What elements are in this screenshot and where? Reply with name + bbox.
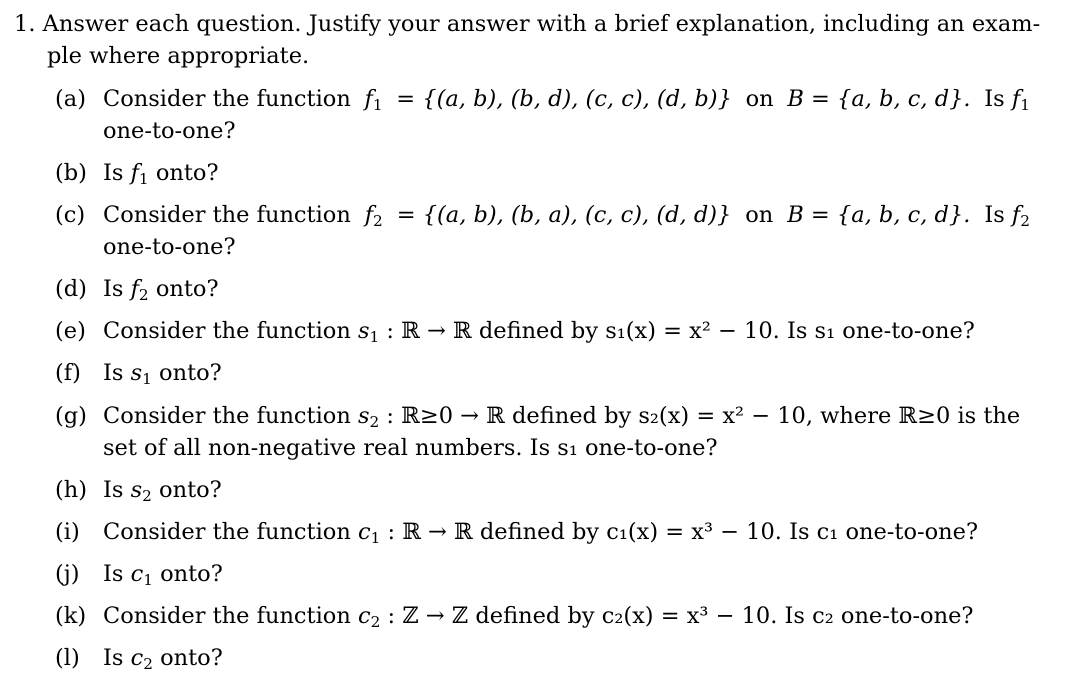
item-label-j: (j) (55, 561, 80, 587)
item-c-line1: Consider the function $f_2$ = {(a, b), (b, a), (c, c), (d, d)} on B = {a, b, c, d}. Is $f_2$ (103, 202, 1030, 230)
item-g-line2: set of all non-negative real numbers. Is s₁ one-to-one? (103, 435, 718, 461)
item-d-text: Is $f_2$ onto? (103, 276, 219, 304)
item-label-e: (e) (55, 318, 86, 344)
item-label-f: (f) (55, 360, 81, 386)
problem-number: 1. (14, 11, 36, 37)
item-b-text: Is $f_1$ onto? (103, 160, 219, 188)
item-label-b: (b) (55, 160, 87, 186)
problem-header (14, 9, 1040, 39)
item-h-text: Is $s_2$ onto? (103, 477, 222, 505)
item-a-line2: one-to-one? (103, 118, 236, 144)
item-l-text: Is $c_2$ onto? (103, 645, 223, 673)
item-label-a: (a) (55, 86, 86, 112)
item-label-d: (d) (55, 276, 87, 302)
item-f-text: Is $s_1$ onto? (103, 360, 222, 388)
item-label-i: (i) (55, 519, 80, 545)
problem-instruction-line1: Answer each question. Justify your answer with a brief explanation, including an exam- (42, 11, 1041, 37)
item-label-l: (l) (55, 645, 80, 671)
item-j-text: Is $c_1$ onto? (103, 561, 223, 589)
item-k-text: Consider the function $c_2$ : ℤ → ℤ defined by c₂(x) = x³ − 10. Is c₂ one-to-one? (103, 603, 974, 631)
problem-instruction-line2: ple where appropriate. (47, 43, 310, 69)
item-label-k: (k) (55, 603, 87, 629)
item-e-text: Consider the function $s_1$ : ℝ → ℝ defined by s₁(x) = x² − 10. Is s₁ one-to-one? (103, 318, 975, 346)
item-c-line2: one-to-one? (103, 234, 236, 260)
item-label-h: (h) (55, 477, 88, 503)
item-a-line1: Consider the function $f_1$ = {(a, b), (b, d), (c, c), (d, b)} on B = {a, b, c, d}. Is $f_1$ (103, 86, 1030, 114)
item-label-g: (g) (55, 403, 87, 429)
item-label-c: (c) (55, 202, 86, 228)
item-i-text: Consider the function $c_1$ : ℝ → ℝ defined by c₁(x) = x³ − 10. Is c₁ one-to-one? (103, 519, 979, 547)
item-g-line1: Consider the function $s_2$ : ℝ≥0 → ℝ defined by s₂(x) = x² − 10, where ℝ≥0 is the (103, 403, 1021, 431)
